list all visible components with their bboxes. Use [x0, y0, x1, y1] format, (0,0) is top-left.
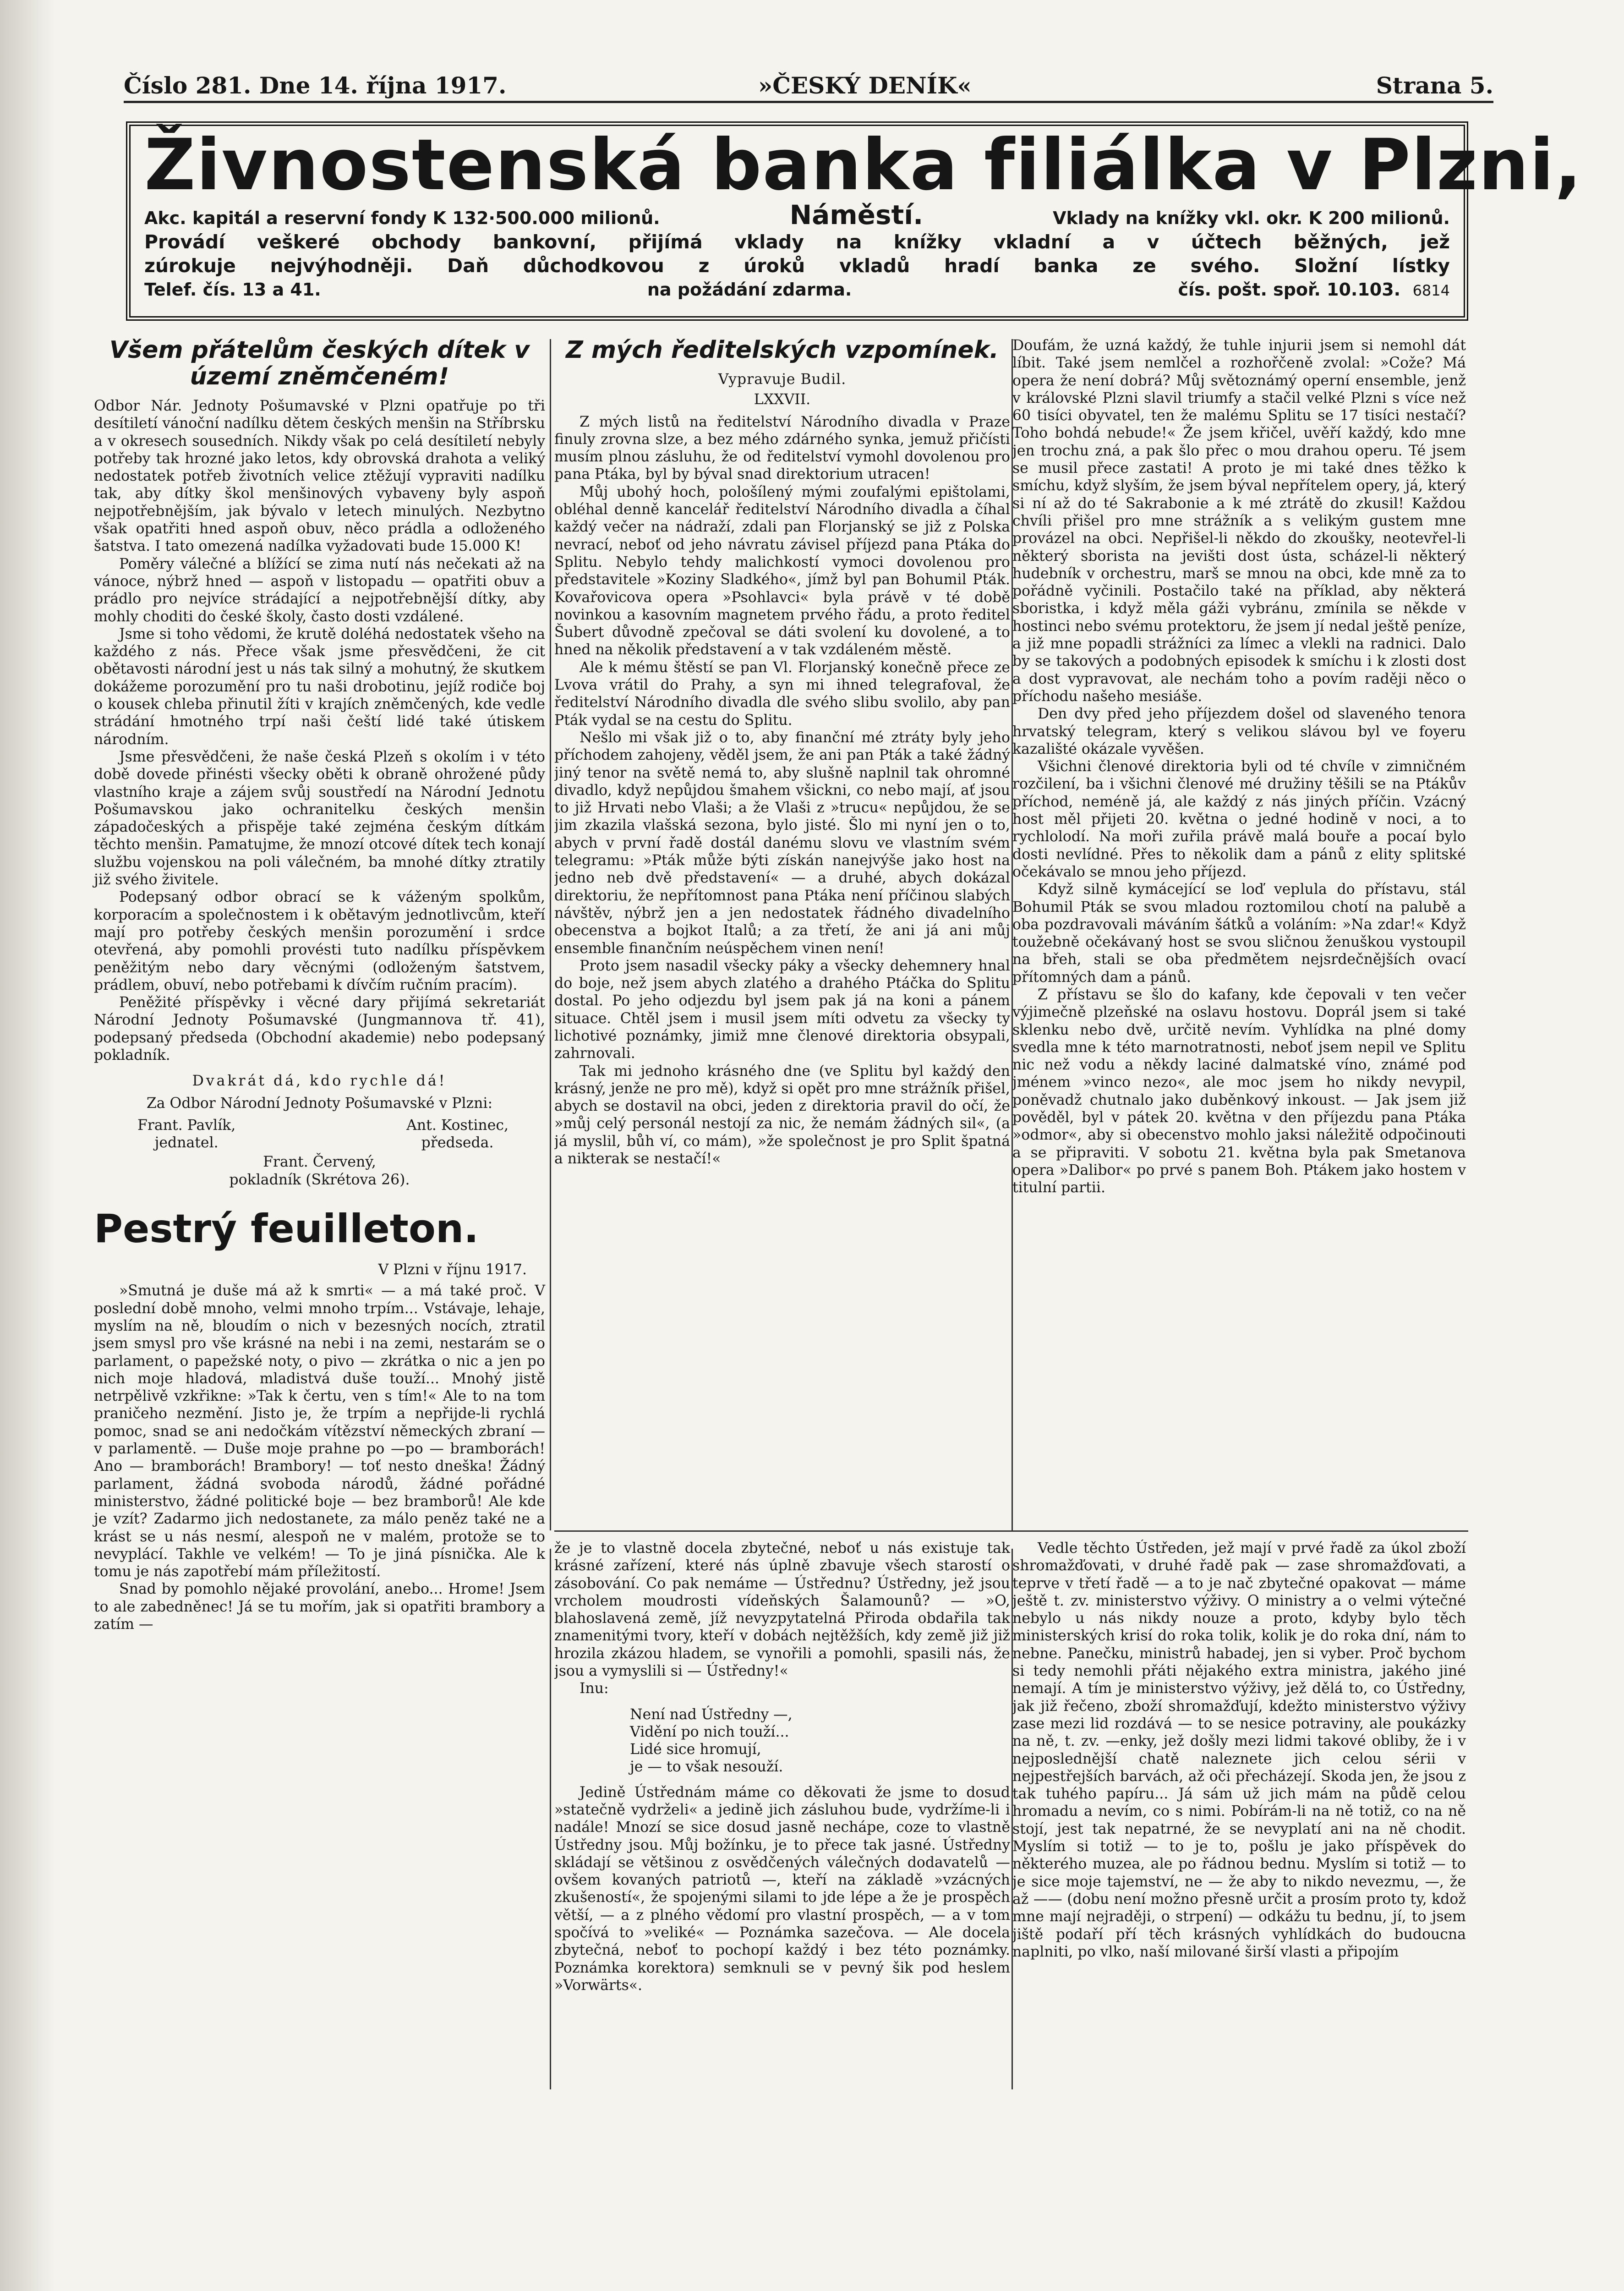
signature-name: Frant. Pavlík,	[137, 1117, 236, 1134]
bank-advertisement	[126, 121, 1583, 321]
signature-name: Ant. Kostinec,	[406, 1117, 509, 1134]
poem-line: je — to však nesouží.	[630, 1758, 783, 1775]
paragraph: Odbor Nár. Jednoty Pošumavské v Plzni opatřuje po tři desítiletí vánoční nadílku dětem českých menšin na Stříbrsku a v okresech sousedních. Nikdy však po celá desítiletí nebyly potřeby tak hrozné jako letos, kdy obrovská drahota a veliký nedostatek potřeb životních velice ztěžují vypraviti nadílku tak, aby dítky škol menšinových vybaveny byly aspoň nejpotřebnějším, jak bývalo v letech minulých. Nezbytno však opatřiti hned aspoň obuv, něco prádla a odloženého šatstva. I tato omezená nadílka vyžadovati bude 15.000 K!	[94, 398, 545, 555]
ad-line-3: zúrokuje nejvýhodněji. Daň důchodkovou z úroků vkladů hradí banka ze svého. Složní lístky	[144, 255, 1450, 277]
paragraph: Můj ubohý hoch, pološílený mými zoufalými epištolami, obléhal denně kancelář ředitelství Národního divadla a číhal každý večer na nádraží, zdali pan Florjanský se již z Polska nevrací, neboť od jeho návratu závisel příjezd pana Ptáka do Splitu. Nebylo tehdy malichkostí vymoci dovolenou pro představitele »Koziny Sladkého«, jímž byl pan Bohumil Pták. Kovařovicova opera »Psohlavci« byla právě v té době novinkou a kasovním magnetem prvého řádu, a proto ředitel Šubert důvodně zpečoval se dáti svolení ku dovolené, a to hned na několik představení a v tak vzdáleném městě.	[554, 483, 1010, 658]
column-2-lower	[554, 1540, 1010, 2089]
paragraph: Inu:	[580, 1680, 609, 1697]
issue-info: Číslo 281. Dne 14. října 1917.	[124, 72, 507, 99]
paragraph: Ale k mému štěstí se pan Vl. Florjanský konečně přece ze Lvova vrátil do Prahy, a syn mi ihned telegrafoval, že ředitelství Národního divadla dle svého slibu svolilo, aby pan Pták vydal se na cestu do Splitu.	[554, 659, 1010, 729]
motto: Dvakrát dá, kdo rychle dá!	[192, 1073, 447, 1090]
paragraph: Když silně kymácející se loď veplula do přístavu, stál Bohumil Pták se svou mladou roztomilou chotí na palubě a oba pozdravovali máváním šátků a voláním: »Na zdar!« Když toužebně očekávaný host se svou sličnou ženuškou vystoupil na břeh, stali se oba předmětem nejsrdečnějších ovací přítomných dam a pánů.	[1012, 881, 1466, 986]
paragraph: Z mých listů na ředitelství Národního divadla v Praze finuly zrovna slze, a bez mého zdárného synka, jemuž přičísti musím plnou zásluhu, že od ředitelství vymohl dovolenou pro pana Ptáka, byl by býval snad direktorium utracen!	[554, 413, 1010, 483]
page-number: Strana 5.	[1376, 72, 1493, 99]
signature-treasurer	[94, 1153, 545, 1189]
column-3	[1012, 337, 1466, 1524]
memoir-title: Z mých ředitelských vzpomínek.	[566, 337, 999, 364]
paragraph: Proto jsem nasadil všecky páky a všecky dehemnery hnal do boje, než jsem abych zlatého a drahého Ptáčka do Splitu dostal. Po jeho odjezdu byl jsem pak já na koni a pánem situace. Chtěl jsem i musil jsem míti odvetu za všecky ty lichotivé poznámky, jimiž mne členové direktoria obsypali, zahrnovali.	[554, 957, 1010, 1062]
paragraph: že je to vlastně docela zbytečné, neboť u nás existuje tak krásné zařízení, které nás úplně zbavuje všech starostí o zásobování. Co pak nemáme — Ústřednu? Ústředny, jež jsou vrcholem moudrosti vídeňských Šalamounů? — »O, blahoslavená země, jíž nevyzpytatelná Přiroda obdařila tak znamenitými tvory, kteří v dobách nejtěžších, kdy země již již hrozila zkázou hladem, se vynořili a pomohli, spasili nás, že jsou a vymyslili si — Ústředny!«	[554, 1540, 1010, 1680]
ad-square: Náměstí.	[789, 199, 924, 230]
section-rule	[554, 1530, 1468, 1532]
memoir-byline: Vypravuje Budil.	[718, 371, 847, 388]
signature-name: Frant. Červený,	[263, 1154, 376, 1171]
paragraph: Jedině Ústřednám máme co děkovati že jsme to dosud »statečně vydrželi« a jedině jich zásluhou bude, vydržíme-li i nadále! Mnozí se sice dosud jasně nechápe, coze to vlastně Ústředny jsou. Můj božínku, je to přece tak jasné. Ústředny skládají se většinou z osvědčených válečných dodavatelů — ovšem kovaných patriotů —, kteří na základě »vzácných zkušeností«, že spojenými silami to jde lépe a že je prospěch větší, — a z plného vědomí pro vlastní prospěch, — a v tom spočívá to »veliké« — Poznámka sazečova. — Ale docela zbytečná, neboť to pochopí každý i bez této poznámky. Poznámka korektora) semknuli se v pevný šik pod heslem »Vorwärts«.	[554, 1784, 1010, 1994]
paragraph: Doufám, že uzná každý, že tuhle injurii jsem si nemohl dát líbit. Také jsem nemlčel a rozhořčeně zvolal: »Cože? Má opera že není dobrá? Můj světoznámý operní ensemble, jenž v královské Plzni slavil triumfy a stačil velké Plzni s více než 60 tisíci obyvatel, ten že malému Splitu se 17 tisíci nestačí? Toho bohdá nebude!« Že jsem křičel, uvěří každý, kdo mne jen trochu zná, a pak šlo přec o mou drahou operu. Té jsem se musil přece zastati! A proto je mi také dnes těžko k smíchu, když slyším, že jsem býval nepřítelem opery, já, který si ní až do té Sakrabonie a k mé ztrátě do zkusil! Každou chvíli přišel pro mne strážník a s velikým gustem mne provázel na obci. Nepřišel-li někdo do zkoušky, neotevřel-li některý sborista na jevišti dost ústa, scházel-li některý hudebník v orchestru, marš se mnou na obci, kde mně za to pořádně vyčinili. Postačilo také na příklad, aby některá sboristka, i když měla gáži vybránu, zmínila se někde v hostinci nebo svému protektoru, že jsem jí nedal ještě peníze, a již mne popadli strážníci za límec a vlekli na radnici. Dalo by se takových a podobných episodek k smíchu i k zlosti dost a dost vypravovat, ale nechám toho a povím raději něco o příchodu našeho mesiáše.	[1012, 337, 1466, 705]
poem-line: Lidé sice hromují,	[630, 1741, 761, 1758]
page-edge	[0, 0, 55, 2291]
column-1	[94, 337, 545, 1633]
feuilleton-title: Pestrý feuilleton.	[94, 1206, 479, 1252]
signature-role: předseda.	[421, 1135, 494, 1151]
paragraph: Z přístavu se šlo do kafany, kde čepovali v ten večer výjimečně plzeňské na oslavu hostovu. Doprál jsem si také sklenku nebo dvě, určitě nevím. Vyhlídka na plné domy svedla mne k této marnotratnosti, neboť jsem nepil ve Splitu nic než vodu a někdy laciné dalmatské víno, známé pod jménem »vinco nezo«, ale moc jsem ho nikdy nevypil, poněvadž chutnalo jako duběnkový inkoust. — Jak jsem již pověděl, byl v pátek 20. května v den příjezdu pana Ptáka »odmor«, aby si obecenstvo mohlo jaksi náležitě odpočinouti a se připraviti. V sobotu 21. května byla pak Smetanova opera »Dalibor« po prvé s panem Boh. Ptákem jako hostem v titulní partii.	[1012, 986, 1466, 1196]
appeal-title: Všem přátelům českých dítek v území zněmčeném!	[109, 336, 530, 390]
ad-deposits: Vklady na knížky vkl. okr. K 200 milionů.	[1053, 208, 1450, 228]
signatures	[94, 1117, 545, 1152]
paragraph: Den dvy před jeho příjezdem došel od slaveného tenora hrvatský telegram, který s velikou slávou byl ve foyeru kazališté okázale vyvěšen.	[1012, 706, 1466, 757]
page-header	[124, 69, 1493, 103]
poem-line: Vidění po nich touží...	[630, 1723, 789, 1740]
ad-title: Živnostenská banka filiálka v Plzni,	[144, 124, 1583, 206]
paragraph: Poměry válečné a blížící se zima nutí nás nečekati až na vánoce, nýbrž hned — aspoň v listopadu — opatřiti obuv a prádlo pro nejvíce strádající a nejpotřebnější dítky, aby mohly choditi do české školy, často dosti vzdálené.	[94, 555, 545, 625]
paragraph: Všichni členové direktoria byli od té chvíle v zimničném rozčilení, ba i všichni členové mé družiny těšili se na Ptákův příchod, neméně já, ale každý z nás jiných příčin. Vzácný host měl přijeti 20. května o jedné hodině v noci, a to rychlolodí. Na moři zuřila právě malá bouře a pocaí bylo dosti nevlídné. Přes to několik dam a pánů z elity splitské očekávalo se mnou jeho příjezd.	[1012, 758, 1466, 880]
paragraph: »Smutná je duše má až k smrti« — a má také proč. V poslední době mnoho, velmi mnoho trpím... Vstávaje, lehaje, myslím na ně, bloudím o nich v bezesných nocích, ztratil jsem smysl pro vše krásné na nebi i na zemi, nestarám se o parlament, o papežské noty, o pivo — zkrátka o nic a jen po nich moje hladová, mladistvá duše touží... Mnohý jistě netrpělivě vzkřikne: »Tak k čertu, ven s tím!« Ale to na tom praničeho nezmění. Jisto je, že trpím a nepřijde-li rychlá pomoc, snad se ani nedočkám vítězství německých zbraní — v parlamentě. — Duše moje prahne po —po — bramborách! Ano — bramborách! Brambory! — toť nesto dneška! Žádný parlament, žádná svoboda národů, žádné pořádné ministerstvo, žádné politické boje — bez bramborů! Ale kde je vzít? Zadarmo jich nedostanete, za málo peněz také ne a krást se u nás nesmí, alespoň ne v malém, protože se to nevyplácí. Takhle ve velkém! — To je jiná písnička. Ale k tomu je nás zapotřebí mám příležitostí.	[94, 1283, 545, 1580]
paragraph: Jsme si toho vědomi, že krutě doléhá nedostatek všeho na každého z nás. Přece však jsme přesvědčeni, že cit obětavosti národní jest u nás tak silný a mohutný, že skutkem dokážeme porozumění pro tu naši drobotinu, jejíž rodiče boj o kousek chleba přinutil žíti v krajích zněmčených, kde vedle strádání hmotného trpí naši čeští lidé také útiskem národním.	[94, 625, 545, 748]
signature-chairman	[406, 1117, 509, 1152]
ad-capital: Akc. kapitál a reservní fondy K 132·500.000 milionů.	[144, 208, 660, 228]
ad-phone: Telef. čís. 13 a 41.	[144, 280, 321, 300]
ad-row-capital	[144, 199, 1450, 230]
paragraph: Peněžité příspěvky i věcné dary přijímá sekretariát Národní Jednoty Pošumavské (Jungmannova tř. 41), podepsaný předseda (Obchodní akademie) nebo podepsaný pokladník.	[94, 994, 545, 1063]
paragraph: Vedle těchto Ústředen, jež mají v prvé řadě za úkol zboží shromažďovati, v druhé řadě pak — zase shromažďovati, a teprve v třetí řadě — a to je nač zbytečné opakovat — máme ještě t. zv. ministerstvo výživy. O ministry a o velmi výtečné nebylo u nás nikdy nouze a proto, kdyby bylo těch ministerských krisí do roka tolik, kolik je do roka dní, nám to nebne. Panečku, ministrů habadej, jen si vyber. Proč bychom si tedy nemohli přáti nějakého extra ministra, jakého jiné nemají. A tím je ministerstvo výživy, jež dělá to, co Ústředny, jak již řečeno, zboží shromažďují, kdežto ministerstvo výživy zase mezi lid rozdává — to se nesice potraviny, ale poukázky na ně, t. zv. —enky, jež došly mezi lidmi takové obliby, že i v nejposlednější chatě naleznete jich celou sérii v nejpestřejších barvách, až oči přecházejí. Skoda jen, že jsou z tak tuhého papíru... Já sám už jich mám na půdě celou hromadu a nevím, co s nimi. Pobírám-li na ně totiž, co na ně stojí, jest tak nepatrné, že se nevyplatí ani na ně chodit. Myslím si totiž — to je to, pošlu je jako příspěvek do některého muzea, ale po řádnou bednu. Myslím si totiž — to je sice moje tajemství, ne — že aby to nikdo nevezmu, —, že až —— (dobu není možno přesně určit a prosím proto ty, kdož mne mají nejraději, o strpení) — odkážu tu bednu, jí, to jsem jiště podaří pří těch krásných vyhlídkách do budoucna naplniti, po vlko, naší milované širší vlasti a připojím	[1012, 1540, 1466, 1960]
newspaper-name: »ČESKÝ DENÍK«	[758, 72, 972, 99]
paragraph: Nešlo mi však již o to, aby finanční mé ztráty byly jeho příchodem zahojeny, věděl jsem, že ani pan Pták a také žádný jiný tenor na světě nemá to, aby slušně naplnil tak ohromné divadlo, když nepůjdou šmahem všickni, co nebo mají, ať jsou to již Hrvati nebo Vlaši; a že Vlaši z »trucu« nepůjdou, že se jim zkazila vlašská sezona, bylo jisté. Šlo mi nyní jen o to, abych v první řadě dostál danému slovu ve vlastním svém telegramu: »Pták může býti získán nanejvýše jako host na jedno neb dvě představení« — a druhé, abych dokázal direktoriu, že nepřítomnost pana Ptáka není příčinou slabých návštěv, nýbrž jen a jen nedostatek řádného divadelního obecenstva a bojkot Italů; a za třetí, že ani já ani můj ensemble finančním neúspěchem vinen není!	[554, 729, 1010, 957]
paragraph: Snad by pomohlo nějaké provolání, anebo... Hrome! Jsem to ale zabedněnec! Já se tu mořím, jak si opatřiti brambory a zatím —	[94, 1581, 545, 1633]
signature-role: jednatel.	[154, 1135, 219, 1151]
ad-free: na požádání zdarma.	[647, 280, 852, 300]
column-rule	[550, 339, 551, 1530]
column-2	[554, 337, 1010, 1524]
ad-number: 6814	[1412, 282, 1450, 299]
chapter-number: LXXVII.	[754, 391, 811, 408]
poem-line: Není nad Ústředny —,	[630, 1706, 793, 1723]
paragraph: Jsme přesvědčeni, že naše česká Plzeň s okolím i v této době dovede přinésti všecky oběti k obraně ohrožené půdy vlastního kraje a zájem svůj soustředí na Národní Jednotu Pošumavskou jako ochranitelku českých menšin západočeských a přispěje také zejména českým dítkám těchto menšin. Pamatujme, že mnozí otcové dítek tech konají službu vojenskou na poli válečném, ba mnohé dítky ztratily již svého živitele.	[94, 748, 545, 888]
ad-postal	[1178, 278, 1450, 302]
poem	[630, 1706, 1010, 1776]
column-3-lower	[1012, 1540, 1466, 2089]
column-rule	[550, 1549, 551, 2089]
signatories-intro: Za Odbor Národní Jednoty Pošumavské v Plzni:	[146, 1095, 493, 1112]
signature-role: pokladník (Skrétova 26).	[229, 1171, 410, 1188]
paragraph: Podepsaný odbor obrací se k váženým spolkům, korporacím a společnostem i k obětavým jednotlivcům, kteří mají pro potřeby českých menšin porozumění i srdce otevřená, aby pomohli provésti tuto nadílku příspěvkem peněžitým nebo dary věcnými (odloženým šatstvem, prádlem, obuví, nebo potřebami k dívčím ručním pracím).	[94, 889, 545, 993]
ad-postal-number: čís. pošt. spoř. 10.103.	[1178, 280, 1401, 300]
ad-line-2: Provádí veškeré obchody bankovní, přijímá vklady na knížky vkladní a v účtech běžných, jež	[144, 231, 1450, 253]
feuilleton-dateline: V Plzni v říjnu 1917.	[378, 1261, 527, 1278]
signature-secretary	[137, 1117, 235, 1152]
ad-row-contact	[144, 278, 1450, 302]
paragraph: Tak mi jednoho krásného dne (ve Splitu byl každý den krásný, jenže ne pro mě), když si opět pro mne strážník přišel, abych se dostavil na obci, jeden z direktoria pravil do očí, že »můj celý personál nestojí za nic, že nemám žádných sil«, (a já myslil, bůh ví, co mám), »že společnost je pro Split špatná a nikterak se nestačí!«	[554, 1063, 1010, 1167]
